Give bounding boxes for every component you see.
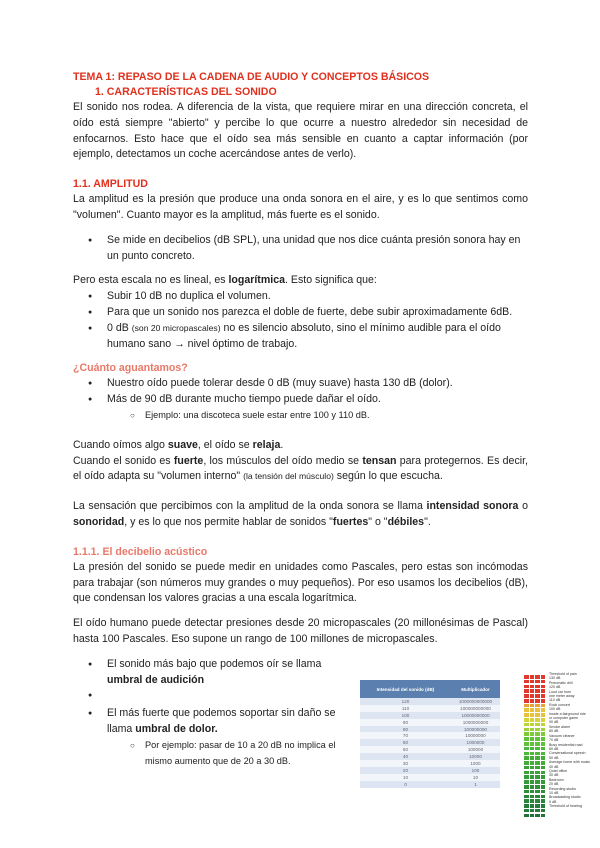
meter-label: 10 dB: [549, 790, 559, 795]
spacer: [73, 688, 353, 706]
decibel-heading: 1.1.1. El decibelio acústico: [73, 545, 208, 558]
meter-label: Smoke alarm: [549, 724, 571, 729]
table-row: [360, 698, 500, 705]
meter-label: 90 dB: [549, 720, 559, 725]
table-row: [360, 705, 500, 712]
meter-segment: [524, 799, 546, 803]
table-cell: 10: [451, 774, 500, 781]
meter-segment: [524, 723, 546, 727]
table-cell: 100: [451, 767, 500, 774]
meter-label: Loud car horn: [549, 689, 572, 694]
meter-segment: [524, 775, 546, 779]
meter-segment: [524, 814, 546, 818]
list-item: ● Para que un sonido nos parezca el doble de fuerte, debe subir aproximadamente 6dB.: [73, 305, 528, 321]
list-item: ● Más de 90 dB durante mucho tiempo puede dañar el oído.: [73, 392, 528, 408]
table-row: [360, 781, 500, 788]
meter-segment: [524, 756, 546, 760]
table-row: [360, 746, 500, 753]
table-cell: 100000: [451, 746, 500, 753]
meter-segment: [524, 718, 546, 722]
meter-label: 60 dB: [549, 746, 559, 751]
meter-label: one meter away: [549, 694, 575, 699]
meter-label: Quiet office: [549, 768, 568, 773]
meter-label: Bedroom: [549, 777, 564, 782]
table-row: [360, 774, 500, 781]
table-cell: 90: [360, 719, 451, 726]
table-cell: 10000: [451, 753, 500, 760]
meter-label: Threshold of hearing: [549, 804, 582, 809]
meter-segment: [524, 780, 546, 784]
table-cell: 70: [360, 732, 451, 739]
table-header: Intensidad del sonido (dB): [360, 680, 451, 698]
meter-segment: [524, 766, 546, 770]
intro-paragraph: El sonido nos rodea. A diferencia de la vista, que requiere mirar en una dirección concreta, el oído está siempre "abierto" y percibe lo que ocurre a nuestro alrededor sin necesidad de enfocarnos. Esto hace que el oído sea más sensible en cuanto a captar información (por ejemplo, detectamos un coche acercándose antes de verlo).: [73, 101, 528, 161]
meter-label: 70 dB: [549, 738, 559, 743]
meter-label: Average home with music: [549, 760, 591, 765]
meter-segment: [524, 732, 546, 736]
meter-label: Threshold of pain: [549, 672, 577, 676]
meter-label: 0 dB: [549, 799, 557, 804]
meter-label: 30 dB: [549, 773, 559, 778]
meter-label: 130 dB: [549, 676, 561, 681]
list-subitem: ○ Por ejemplo: pasar de 10 a 20 dB no implica el mismo aumento que de 20 a 30 dB.: [73, 738, 353, 770]
relax-paragraph: Cuando oímos algo suave, el oído se relaja.: [73, 438, 284, 451]
table-row: [360, 712, 500, 719]
table-cell: 100000000: [451, 726, 500, 733]
table-cell: 100: [360, 712, 451, 719]
meter-segment: [524, 675, 546, 679]
table-cell: 100000000000: [451, 705, 500, 712]
table-cell: 10000000: [451, 732, 500, 739]
meter-label: Inside a fairground ride: [549, 711, 586, 716]
table-row: [360, 726, 500, 733]
sound-level-meter: [524, 675, 546, 818]
table-cell: 10000000000: [451, 712, 500, 719]
meter-segment: [524, 752, 546, 756]
table-cell: 1000000000000: [451, 698, 500, 705]
table-row: [360, 719, 500, 726]
table-row: [360, 760, 500, 767]
meter-label: Pneumatic drill: [549, 680, 573, 685]
meter-segment: [524, 708, 546, 712]
tolerance-heading: ¿Cuánto aguantamos?: [73, 362, 188, 375]
meter-label: 110 dB: [549, 698, 561, 703]
meter-segment: [524, 685, 546, 689]
list-item: ● Subir 10 dB no duplica el volumen.: [73, 289, 528, 305]
table-cell: 110: [360, 705, 451, 712]
list-item: ● El sonido más bajo que podemos oír se llama umbral de audición: [73, 657, 353, 689]
meter-label: 50 dB: [549, 755, 559, 760]
meter-segment: [524, 704, 546, 708]
sound-level-labels: [549, 672, 599, 809]
meter-label: 80 dB: [549, 729, 559, 734]
list-item: ● Se mide en decibelios (dB SPL), una unidad que nos dice cuánta presión sonora hay en un punto concreto.: [73, 233, 528, 265]
list-item: ● 0 dB (son 20 micropascales) no es silencio absoluto, sino el mínimo audible para el oído humano sano → nivel óptimo de trabajo.: [73, 321, 528, 353]
table-cell: 50: [360, 746, 451, 753]
threshold-list: [73, 657, 353, 770]
meter-label: Busy residential road: [549, 742, 583, 747]
list-subitem: ○ Ejemplo: una discoteca suele estar entre 100 y 110 dB.: [73, 408, 528, 424]
meter-segment: [524, 790, 546, 794]
meter-label: or computer game: [549, 716, 579, 721]
meter-label: 20 dB: [549, 782, 559, 787]
meter-segment: [524, 728, 546, 732]
meter-segment: [524, 689, 546, 693]
table-cell: 120: [360, 698, 451, 705]
meter-segment: [524, 771, 546, 775]
meter-segment: [524, 694, 546, 698]
table-row: [360, 753, 500, 760]
meter-segment: [524, 737, 546, 741]
table-cell: 10: [360, 774, 451, 781]
table-cell: 1000000: [451, 739, 500, 746]
table-cell: 40: [360, 753, 451, 760]
section-heading: 1. CARACTERÍSTICAS DEL SONIDO: [95, 86, 277, 98]
meter-label: 120 dB: [549, 685, 561, 690]
amplitude-paragraph: La amplitud es la presión que produce una onda sonora en el aire, y es lo que sentimos como "volumen". Cuanto mayor es la amplitud, más fuerte es el sonido.: [73, 193, 528, 221]
doc-title: TEMA 1: REPASO DE LA CADENA DE AUDIO Y CONCEPTOS BÁSICOS: [73, 71, 430, 83]
meter-label: Broadcasting studio: [549, 795, 581, 800]
meter-label: 40 dB: [549, 764, 559, 769]
meter-segment: [524, 713, 546, 717]
meter-label: 100 dB: [549, 707, 561, 712]
meter-segment: [524, 742, 546, 746]
table-row: [360, 739, 500, 746]
document-body: [73, 70, 528, 770]
loudness-paragraph: La sensación que percibimos con la amplitud de la onda sonora se llama intensidad sonora o sonoridad, y es lo que nos permite hablar de sonidos "fuertes" o "débiles".: [73, 500, 528, 528]
tension-paragraph: Cuando el sonido es fuerte, los músculos del oído medio se tensan para protegernos. Es decir, el oído adapta su "volumen interno" (la tensión del músculo) según lo que escucha.: [73, 454, 528, 483]
table-cell: 1000: [451, 760, 500, 767]
table-cell: 0: [360, 781, 451, 788]
meter-label: Recording studio: [549, 786, 576, 791]
meter-segment: [524, 699, 546, 703]
log-list: [73, 289, 528, 352]
table-cell: 80: [360, 726, 451, 733]
table-row: [360, 767, 500, 774]
table-cell: 1: [451, 781, 500, 788]
meter-label: Rock concert: [549, 702, 570, 707]
tolerance-list: [73, 376, 528, 423]
meter-segment: [524, 680, 546, 684]
amplitude-list: [73, 233, 528, 265]
list-item: ● El más fuerte que podemos soportar sin daño se llama umbral de dolor.: [73, 706, 353, 738]
meter-label: Vacuum cleaner: [549, 733, 575, 738]
decibel-table: [360, 680, 500, 788]
meter-label: Conversational speech: [549, 751, 586, 756]
decibel-paragraph: La presión del sonido se puede medir en unidades como Pascales, pero estas son incómodas para trabajar (son números muy grandes o muy pequeños). Por eso usamos los decibelios (dB), que condensan los valores gracias a una escala logarítmica.: [73, 560, 528, 605]
table-cell: 30: [360, 760, 451, 767]
meter-segment: [524, 804, 546, 808]
table-cell: 20: [360, 767, 451, 774]
range-paragraph: El oído humano puede detectar presiones desde 20 micropascales (20 millonésimas de Pascal) hasta 100 Pascales. Eso supone un rango de 100 millones de micropascales.: [73, 617, 528, 645]
table-row: [360, 732, 500, 739]
table-header: Multiplicador: [451, 680, 500, 698]
table-cell: 1000000000: [451, 719, 500, 726]
amplitude-heading: 1.1. AMPLITUD: [73, 178, 148, 191]
meter-segment: [524, 809, 546, 813]
list-item: ● Nuestro oído puede tolerar desde 0 dB (muy suave) hasta 130 dB (dolor).: [73, 376, 528, 392]
meter-segment: [524, 747, 546, 751]
meter-segment: [524, 785, 546, 789]
table-cell: 60: [360, 739, 451, 746]
log-paragraph: Pero esta escala no es lineal, es logarítmica. Esto significa que:: [73, 274, 377, 287]
meter-segment: [524, 761, 546, 765]
meter-segment: [524, 795, 546, 799]
